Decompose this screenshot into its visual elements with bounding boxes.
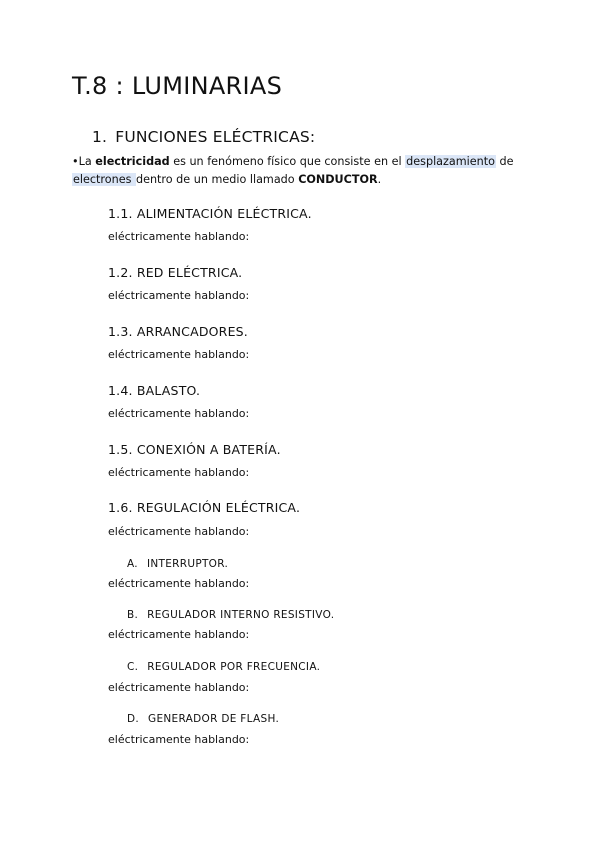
intro-bold-term: electricidad (95, 155, 170, 168)
regulation-item-heading (127, 558, 228, 570)
page-title: T.8 : LUMINARIAS (72, 72, 283, 100)
intro-text: dentro de un medio llamado (135, 173, 299, 186)
intro-highlight: desplazamiento (406, 155, 495, 168)
regulation-item-heading (127, 713, 279, 725)
subsection-heading: 1.5. CONEXIÓN A BATERÍA. (108, 442, 281, 457)
subsection-body: eléctricamente hablando: (108, 348, 250, 361)
item-letter: A. (127, 558, 138, 570)
intro-highlight: electrones (73, 173, 135, 186)
item-heading-text: REGULADOR POR FRECUENCIA. (147, 661, 321, 673)
item-heading-text: REGULADOR INTERNO RESISTIVO. (147, 609, 335, 621)
subsection-body: eléctricamente hablando: (108, 407, 250, 420)
regulation-item-body: eléctricamente hablando: (108, 577, 250, 590)
item-heading-text: INTERRUPTOR. (146, 558, 229, 570)
regulation-item-heading (127, 609, 334, 621)
subsection-heading: 1.6. REGULACIÓN ELÉCTRICA. (108, 500, 301, 515)
regulation-item-body: eléctricamente hablando: (108, 628, 250, 641)
item-letter: B. (127, 609, 139, 621)
intro-text: La (78, 155, 96, 168)
section-heading-text: FUNCIONES ELÉCTRICAS: (115, 128, 316, 146)
bullet: • (72, 155, 79, 168)
subsection-heading: 1.4. BALASTO. (108, 383, 201, 398)
subsection-heading: 1.3. ARRANCADORES. (108, 324, 248, 339)
subsection-body: eléctricamente hablando: (108, 466, 250, 479)
item-heading-text: GENERADOR DE FLASH. (148, 713, 280, 725)
regulation-item-body: eléctricamente hablando: (108, 733, 250, 746)
subsection-body: eléctricamente hablando: (108, 525, 250, 538)
intro-text: de (495, 155, 514, 168)
intro-bold-term: CONDUCTOR (298, 173, 378, 186)
intro-text: . (377, 173, 382, 186)
item-letter: C. (127, 661, 139, 673)
regulation-item-heading (127, 661, 320, 673)
subsection-body: eléctricamente hablando: (108, 289, 250, 302)
regulation-item-body: eléctricamente hablando: (108, 681, 250, 694)
subsection-heading: 1.1. ALIMENTACIÓN ELÉCTRICA. (108, 206, 312, 221)
subsection-heading: 1.2. RED ELÉCTRICA. (108, 265, 243, 280)
section-heading-1 (92, 128, 315, 146)
intro-text: es un fenómeno físico que consiste en el (169, 155, 406, 168)
section-number: 1. (92, 128, 108, 146)
item-letter: D. (127, 713, 140, 725)
intro-paragraph (72, 153, 542, 189)
subsection-body: eléctricamente hablando: (108, 230, 250, 243)
